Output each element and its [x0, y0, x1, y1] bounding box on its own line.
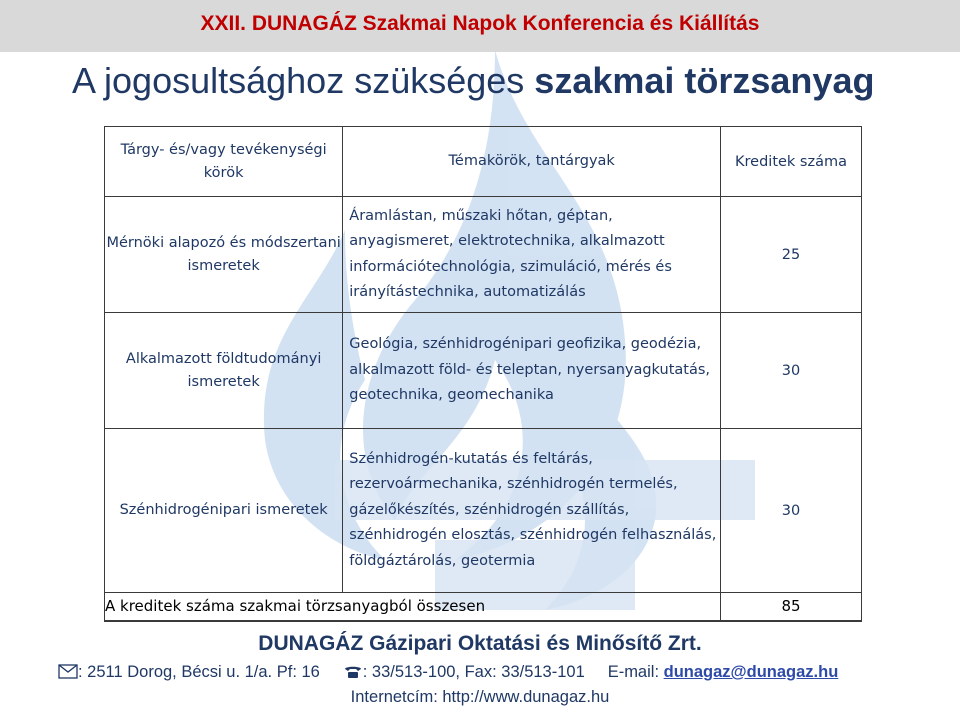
banner-title: XXII. DUNAGÁZ Szakmai Napok Konferencia és Kiállítás — [200, 12, 760, 35]
table-header-row — [105, 127, 862, 197]
table-row — [105, 313, 862, 429]
footer-organization: DUNAGÁZ Gázipari Oktatási és Minősítő Zrt. — [258, 632, 702, 655]
footer-email-label: E-mail: — [607, 663, 660, 681]
curriculum-table — [104, 126, 862, 622]
slide-title-prefix: A jogosultsághoz szükséges — [72, 60, 535, 101]
footer-contact — [58, 663, 838, 684]
table-total-row — [105, 593, 862, 621]
header-credits: Kreditek száma — [721, 127, 862, 197]
top-banner — [0, 0, 960, 52]
row-topics: Áramlástan, műszaki hőtan, géptan, anyagismeret, elektrotechnika, alkalmazott információtechnológia, szimuláció, mérés és irányítástechnika, automatizálás — [343, 197, 721, 313]
table-row — [105, 197, 862, 313]
envelope-icon — [58, 664, 78, 684]
total-value: 85 — [721, 593, 862, 621]
phone-icon — [343, 664, 363, 684]
footer-phone: : 33/513-100, Fax: 33/513-101 — [362, 663, 585, 681]
row-topics: Geológia, szénhidrogénipari geofizika, geodézia, alkalmazott föld- és teleptan, nyersanyagkutatás, geotechnika, geomechanika — [343, 313, 721, 429]
slide-title-bold: szakmai törzsanyag — [534, 60, 875, 101]
row-credits: 30 — [721, 429, 862, 593]
table-row — [105, 429, 862, 593]
footer-website: Internetcím: http://www.dunagaz.hu — [350, 688, 610, 706]
slide-title — [72, 60, 874, 102]
row-area: Szénhidrogénipari ismeretek — [105, 429, 343, 593]
row-credits: 30 — [721, 313, 862, 429]
row-area: Mérnöki alapozó és módszertani ismeretek — [105, 197, 343, 313]
footer-email-link[interactable]: dunagaz@dunagaz.hu — [663, 663, 839, 681]
row-topics: Szénhidrogén-kutatás és feltárás, rezervoármechanika, szénhidrogén termelés, gázelőkészítés, szénhidrogén szállítás, szénhidrogén elosztás, szénhidrogén felhasználás, földgáztárolás, geotermia — [343, 429, 721, 593]
row-area: Alkalmazott földtudományi ismeretek — [105, 313, 343, 429]
footer-address: : 2511 Dorog, Bécsi u. 1/a. Pf: 16 — [78, 663, 320, 681]
header-area: Tárgy- és/vagy tevékenységi körök — [105, 127, 343, 197]
row-credits: 25 — [721, 197, 862, 313]
header-topics: Témakörök, tantárgyak — [343, 127, 721, 197]
total-label: A kreditek száma szakmai törzsanyagból összesen — [105, 593, 721, 621]
